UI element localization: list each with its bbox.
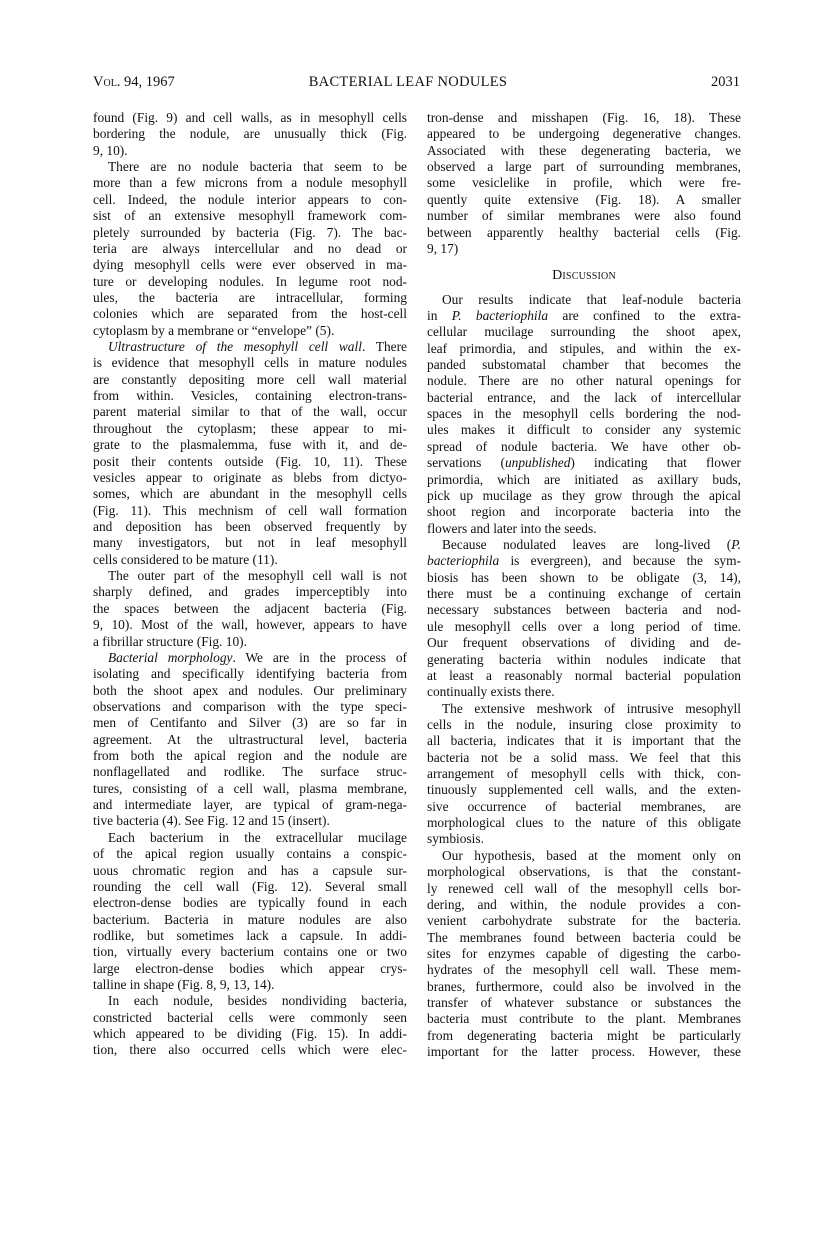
text-line: sive occurrence of bacterial membranes, are [427, 798, 741, 814]
text-segment: is evergreen), and because the sym- [499, 553, 741, 569]
text-line: dering, and within, the nodule provides a con- [427, 896, 741, 912]
text-line: from within. Vesicles, containing electron-trans- [93, 388, 407, 404]
text-segment: . We are in the process of [232, 649, 407, 665]
text-line: rodlike, but sometimes lack a capsule. In addi- [93, 927, 407, 943]
text-line: a fibrillar structure (Fig. 10). [93, 633, 247, 649]
text-line: isolating and specifically identifying bacteria from [93, 666, 407, 682]
text-line: grate to the plasmalemma, fuse with it, and de- [93, 437, 407, 453]
text-line: appeared to be undergoing degenerative changes. [427, 126, 741, 142]
text-line: tive bacteria (4). See Fig. 12 and 15 (insert). [93, 813, 330, 829]
text-line: spaces in the mesophyll cells bordering the nod- [427, 406, 741, 422]
text-line: bacterial entrance, and the lack of intercellular [427, 389, 741, 405]
text-line: of the apical region usually contains a conspic- [93, 846, 407, 862]
text-line: The membranes found between bacteria could be [427, 929, 741, 945]
italic-text: unpublished [504, 455, 571, 471]
text-line: sharply defined, and grades imperceptibly into [93, 584, 407, 600]
text-line: bacteria not be a solid mass. We feel that this [427, 749, 741, 765]
text-line: ture or developing nodules. In legume root nod- [93, 273, 407, 289]
text-line [427, 553, 741, 569]
text-line: cells in the nodule, insuring close proximity to [427, 716, 741, 732]
text-segment: servations ( [427, 455, 505, 471]
text-line: found (Fig. 9) and cell walls, as in mesophyll cells [93, 110, 407, 125]
text-line: nodule. There are no other natural openings for [427, 373, 741, 389]
text-line: Our frequent observations of dividing and de- [427, 635, 741, 651]
paragraph [93, 159, 407, 339]
text-line: venient carbohydrate substrate for the bacteria. [427, 913, 741, 929]
text-segment: Because nodulated leaves are long-lived ( [442, 536, 732, 552]
text-line: (Fig. 11). This mechnism of cell wall formation [93, 502, 407, 518]
text-line: morphological clues to the nature of this obligate [427, 815, 741, 831]
text-line: pick up mucilage as they grow through the apical [427, 487, 741, 503]
text-line: primordia, which are initiated as axillary buds, [427, 471, 741, 487]
paragraph [427, 848, 741, 1061]
paragraph [427, 292, 741, 537]
text-line: observations and comparison with the type speci- [93, 698, 407, 714]
text-line: vesicles appear to originate as blebs from dictyo- [93, 469, 407, 485]
text-line: panded substomatal chamber that becomes the [427, 357, 741, 373]
text-line: observed a large part of surrounding membranes, [427, 159, 741, 175]
text-line: cytoplasm by a membrane or “envelope” (5). [93, 322, 335, 338]
text-line: large electron-dense bodies which appear crys- [93, 960, 407, 976]
text-line: ly renewed cell wall of the mesophyll cells bor- [427, 880, 741, 896]
text-line: posit their contents outside (Fig. 10, 11). These [93, 453, 407, 469]
text-line: both the shoot apex and nodules. Our preliminary [93, 682, 407, 698]
text-line: from degenerating bacteria might be particularly [427, 1027, 741, 1043]
text-line: morphological observations, is that the constant- [427, 864, 741, 880]
left-text-column [93, 110, 407, 1059]
text-line: cells considered to be mature (11). [93, 551, 278, 567]
text-line: all bacteria, indicates that it is important that the [427, 733, 741, 749]
text-line: somes, which are abundant in the mesophyll cells [93, 486, 407, 502]
paragraph [427, 537, 741, 701]
text-line: cellular mucilage surrounding the shoot apex, [427, 324, 741, 340]
text-line: ule mesophyll cells over a long period of time. [427, 618, 741, 634]
text-line: and intermediate layer, are typical of gram-nega- [93, 797, 407, 813]
text-line: nonflagellated and rodlike. The surface struc- [93, 764, 407, 780]
paragraph [93, 110, 407, 159]
text-line: sites for enzymes capable of digesting the carbo- [427, 945, 741, 961]
text-line: rounding the cell wall (Fig. 12). Several small [93, 878, 407, 894]
text-line: The outer part of the mesophyll cell wall is not [108, 568, 407, 584]
italic-text: bacteriophila [427, 553, 500, 569]
paragraph [93, 830, 407, 994]
text-segment: are confined to the extra- [548, 307, 741, 323]
text-segment: ) indicating that flower [570, 455, 741, 471]
text-line: is evidence that mesophyll cells in mature nodules [93, 355, 407, 371]
italic-text: P. [731, 536, 741, 552]
text-line: agreement. At the ultrastructural level, bacteria [93, 731, 407, 747]
text-line: men of Centifanto and Silver (3) are so far in [93, 715, 407, 731]
text-line [427, 455, 741, 471]
text-line: transfer of whatever substance or substances the [427, 995, 741, 1011]
text-line: more than a few microns from a nodule mesophyll [93, 175, 407, 191]
text-line: There are no nodule bacteria that seem to be [108, 159, 407, 175]
text-line: from both the apical region and the nodule are [93, 748, 407, 764]
text-line: the spaces between the adjacent bacteria (Fig. [93, 600, 407, 616]
text-line: uous chromatic region and has a capsule sur- [93, 862, 407, 878]
paragraph [93, 650, 407, 830]
text-line: which appeared to be dividing (Fig. 15). In addi- [93, 1026, 407, 1042]
text-line: bordering the nodule, are unusually thick (Fig. [93, 126, 407, 142]
paragraph [93, 993, 407, 1058]
text-line: electron-dense bodies are typically found in each [93, 895, 407, 911]
text-line: tinuously supplemented cell walls, and the exten- [427, 782, 741, 798]
text-line [93, 339, 407, 355]
text-line: arrangement of mesophyll cells with thick, con- [427, 766, 741, 782]
text-line: In each nodule, besides nondividing bacteria, [108, 993, 407, 1009]
text-line: tion, virtually every bacterium contains one or two [93, 944, 407, 960]
text-line: are constantly depositing more cell wall material [93, 371, 407, 387]
italic-text: P. bacteriophila [451, 307, 549, 323]
text-line: flowers and later into the seeds. [427, 520, 597, 536]
text-line: some vesiclelike in profile, which were fre- [427, 175, 741, 191]
text-line: 9, 10). Most of the wall, however, appears to have [93, 617, 407, 633]
page-number: 2031 [711, 74, 740, 90]
running-header-title: BACTERIAL LEAF NODULES [308, 74, 508, 90]
text-line: ules makes it difficult to consider any systemic [427, 422, 741, 438]
italic-text: Ultrastructure of the mesophyll cell wall [108, 339, 362, 355]
text-line: sist of an extensive mesophyll framework com- [93, 208, 407, 224]
text-line: bacterium. Bacteria in mature nodules are also [93, 911, 407, 927]
text-line: bacteria must contribute to the plant. Membranes [427, 1011, 741, 1027]
text-line: symbiosis. [427, 831, 484, 847]
text-line: necessary substances between bacteria and nod- [427, 602, 741, 618]
paragraph [93, 568, 407, 650]
text-segment: . There [361, 339, 407, 355]
text-line: shoot region and incorporate bacteria into the [427, 504, 741, 520]
text-line: between apparently healthy bacterial cells (Fig. [427, 224, 741, 240]
text-line: teria are always intercellular and no dead or [93, 240, 407, 256]
text-line: The extensive meshwork of intrusive mesophyll [442, 700, 741, 716]
text-line: 9, 17) [427, 240, 459, 256]
text-line: hydrates of the mesophyll cell wall. These mem- [427, 962, 741, 978]
text-line [427, 537, 741, 553]
right-text-column [427, 110, 741, 1060]
section-heading: Discussion [552, 268, 616, 284]
italic-text: Bacterial morphology [108, 649, 233, 665]
text-line: leaf primordia, and stipules, and within the ex- [427, 340, 741, 356]
text-line: throughout the cytoplasm; these appear to mi- [93, 420, 407, 436]
text-line: constricted bacterial cells were commonly seen [93, 1009, 407, 1025]
text-line: quently quite extensive (Fig. 18). A smaller [427, 191, 741, 207]
text-line: there must be a continuing exchange of certain [427, 586, 741, 602]
paragraph [93, 339, 407, 568]
text-line [427, 308, 741, 324]
text-line: tion, there also occurred cells which were elec- [93, 1042, 407, 1058]
text-line: Our results indicate that leaf-nodule bacteria [442, 291, 741, 307]
text-line: parent material similar to that of the wall, occur [93, 404, 407, 420]
text-line: biosis has been shown to be obligate (3, 14), [427, 569, 741, 585]
paragraph [427, 701, 741, 848]
text-line: Each bacterium in the extracellular mucilage [108, 829, 407, 845]
text-line: 9, 10). [93, 142, 128, 158]
text-line: continually exists there. [427, 684, 555, 700]
text-line: dying mesophyll cells were ever observed in ma- [93, 257, 407, 273]
text-line: pletely surrounded by bacteria (Fig. 7). The bac- [93, 224, 407, 240]
text-line: generating bacteria within nodules indicate that [427, 651, 741, 667]
text-line: Our hypothesis, based at the moment only on [442, 847, 741, 863]
text-line: spread of nodule bacteria. We have other ob- [427, 438, 741, 454]
text-line: Associated with these degenerating bacteria, we [427, 142, 741, 158]
text-segment: in [427, 307, 452, 323]
text-line: and deposition has been observed frequently by [93, 518, 407, 534]
text-line [93, 650, 407, 666]
running-header-volume: Vol. 94, 1967 [93, 74, 175, 90]
text-line: many investigators, but not in leaf mesophyll [93, 535, 407, 551]
text-line: important for the latter process. However, these [427, 1044, 741, 1060]
text-line: at least a reasonably normal bacterial population [427, 667, 741, 683]
text-line: cell. Indeed, the nodule interior appears to con- [93, 191, 407, 207]
text-line: branes, furthermore, could also be involved in the [427, 978, 741, 994]
text-line: tures, consisting of a cell wall, plasma membrane, [93, 780, 407, 796]
text-line: number of similar membranes were also found [427, 208, 741, 224]
paragraph [427, 110, 741, 257]
text-line: tron-dense and misshapen (Fig. 16, 18). These [427, 110, 741, 125]
text-line: talline in shape (Fig. 8, 9, 13, 14). [93, 977, 275, 993]
text-line: colonies which are separated from the host-cell [93, 306, 407, 322]
text-line: ules, the bacteria are intracellular, forming [93, 289, 407, 305]
